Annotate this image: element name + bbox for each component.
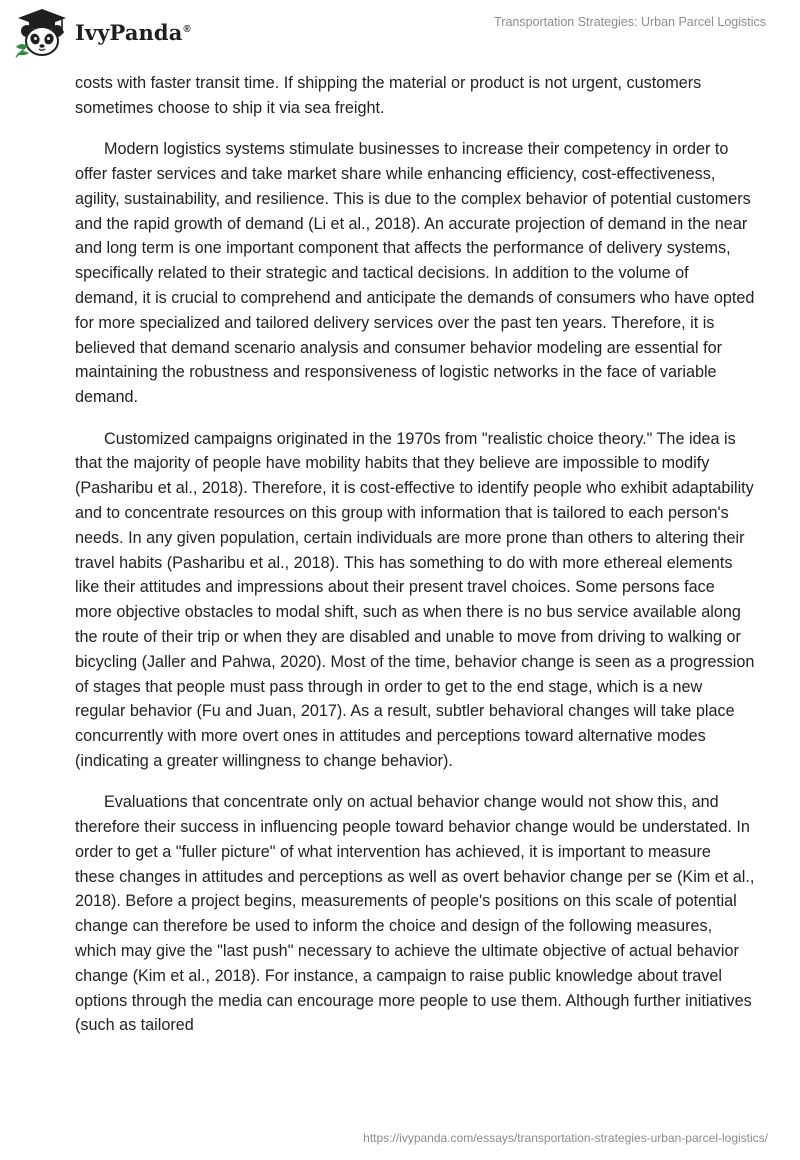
- panda-graduation-cap-icon: [14, 7, 70, 59]
- essay-body: [75, 71, 755, 1055]
- source-url-link[interactable]: https://ivypanda.com/essays/transportation-strategies-urban-parcel-logistics/: [363, 1131, 768, 1145]
- page-header: [0, 0, 800, 70]
- paragraph: Evaluations that concentrate only on actual behavior change would not show this, and therefore their success in influencing people toward behavior change would be understated. In order to get a "fuller picture" of what intervention has achieved, it is important to measure these changes in attitudes and perceptions as well as overt behavior change per se (Kim et al., 2018). Before a project begins, measurements of people's positions on this scale of potential change can therefore be used to inform the choice and design of the following measures, which may give the "last push" necessary to achieve the ultimate objective of actual behavior change (Kim et al., 2018). For instance, a campaign to raise public knowledge about travel options through the media can encourage more people to use them. Although further initiatives (such as tailored: [75, 793, 755, 1035]
- paragraph-continuation: costs with faster transit time. If shipping the material or product is not urgent, customers sometimes choose to ship it via sea freight.: [75, 74, 702, 117]
- paragraph: Modern logistics systems stimulate businesses to increase their competency in order to offer faster services and take market share while enhancing efficiency, cost-effectiveness, agility, sustainability, and resilience. This is due to the complex behavior of potential customers and the rapid growth of demand (Li et al., 2018). An accurate projection of demand in the near and long term is one important component that affects the performance of delivery systems, specifically related to their strategic and tactical decisions. In addition to the volume of demand, it is crucial to comprehend and anticipate the demands of consumers who have opted for more specialized and tailored delivery services over the past ten years. Therefore, it is believed that demand scenario analysis and consumer behavior modeling are essential for maintaining the robustness and responsiveness of logistic networks in the face of variable demand.: [75, 140, 755, 407]
- registered-mark: ®: [183, 23, 191, 35]
- paragraph: Customized campaigns originated in the 1970s from "realistic choice theory." The idea is that the majority of people have mobility habits that they believe are impossible to modify (Pasharibu et al., 2018). Therefore, it is cost-effective to identify people who exhibit adaptability and to concentrate resources on this group with information that is tailored to each person's needs. In any given population, certain individuals are more prone than others to altering their travel habits (Pasharibu et al., 2018). This has something to do with more ethereal elements like their attitudes and impressions about their present travel choices. Some persons face more objective obstacles to modal shift, such as when there is no bus service available along the route of their trip or when they are disabled and unable to move from driving to walking or bicycling (Jaller and Pahwa, 2020). Most of the time, behavior change is seen as a progression of stages that people must pass through in order to get to the end stage, which is a new regular behavior (Fu and Juan, 2017). As a result, subtler behavioral changes will take place concurrently with more overt ones in attitudes and perceptions toward alternative modes (indicating a greater willingness to change behavior).: [75, 429, 755, 770]
- logo-wordmark: [75, 20, 191, 45]
- ivypanda-logo[interactable]: [14, 7, 191, 59]
- logo-name: IvyPanda: [75, 19, 183, 45]
- document-title: Transportation Strategies: Urban Parcel Logistics: [494, 15, 766, 29]
